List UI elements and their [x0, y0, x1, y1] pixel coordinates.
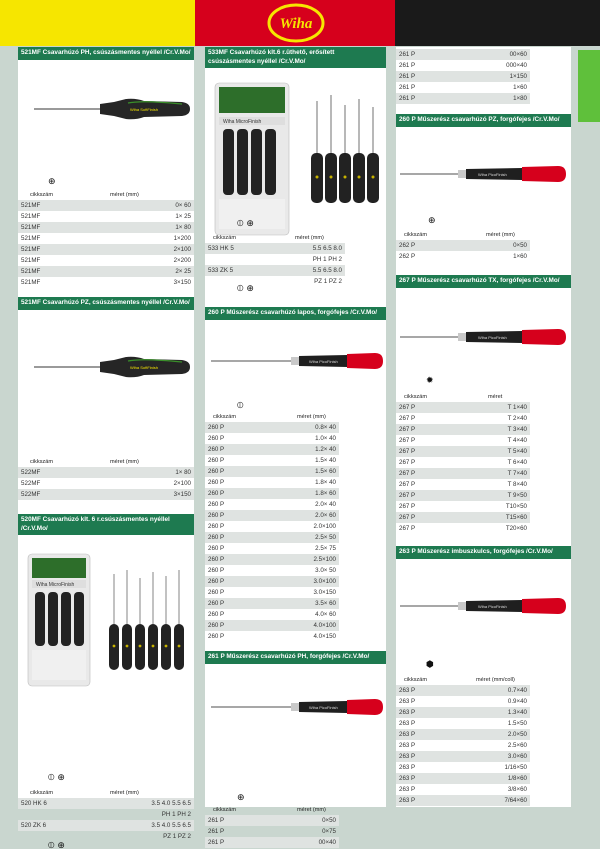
table-row	[205, 609, 339, 620]
product-code: 522MF	[21, 480, 41, 487]
product-code: 261 P	[205, 837, 270, 848]
product-code: 267 P	[396, 468, 456, 479]
product-code: 261 P	[399, 84, 416, 91]
product-size: 4.0×150	[313, 633, 336, 640]
product-size: 1×200	[173, 235, 191, 242]
product-size: T 6×40	[507, 459, 527, 466]
product-code: 261 P	[396, 93, 457, 104]
table-row	[396, 424, 530, 435]
product-size: 2.5×60	[507, 742, 527, 749]
product-size: 7/64×60	[455, 795, 530, 806]
product-size: 3.0×60	[455, 751, 530, 762]
phillips-icon: ⊕	[237, 793, 245, 803]
product-code: 263 P	[399, 764, 416, 771]
table-row	[18, 478, 194, 489]
table-row	[396, 512, 530, 523]
svg-text:Wiha MicroFinish: Wiha MicroFinish	[223, 119, 262, 125]
product-size: PH 1 PH 2	[312, 256, 342, 263]
table-row	[396, 71, 530, 82]
product-code: 260 P	[208, 479, 225, 486]
set-pack-image	[26, 550, 194, 690]
product-size: 2.0×100	[313, 523, 336, 530]
product-size: T15×60	[456, 512, 530, 523]
slotted-icon: ⦶	[237, 401, 244, 411]
table-row	[205, 499, 339, 510]
table-row	[396, 468, 530, 479]
table-row	[205, 620, 339, 631]
product-size: 3.0×150	[313, 589, 336, 596]
table-row	[205, 444, 339, 455]
product-size: 3×150	[173, 279, 191, 286]
table-521mf	[18, 200, 194, 288]
product-code: 263 P	[396, 751, 455, 762]
section-533mf-set: 533MF Csavarhúzó klt.6 r.üthető, erősített csúszásmentes nyéllel /Cr.V.Mo/ Wiha MicroFinish ⦶ ⊕ cikkszám méret (mm) 533 HK 5 5.5 6.5 8.0 PH 1 PH 2 533 ZK 5 5.5 6.5 8.0 PZ 1 PZ 2 ⦶ ⊕	[205, 47, 386, 68]
product-code: 260 P	[205, 554, 264, 565]
table-row	[396, 784, 530, 795]
table-row	[18, 277, 194, 288]
svg-text:Wiha SoftFinish: Wiha SoftFinish	[130, 107, 159, 112]
table-row	[396, 49, 530, 60]
product-code: 267 P	[399, 481, 416, 488]
product-code: 267 P	[399, 459, 416, 466]
product-size: 0.7×40	[455, 685, 530, 696]
table-row	[205, 276, 345, 287]
product-code: 260 P	[205, 510, 264, 521]
product-size: 2× 25	[109, 266, 194, 277]
product-code: 260 P	[205, 598, 264, 609]
product-size: 3.5 4.0 5.5 6.5	[90, 820, 194, 831]
table-263p	[396, 685, 530, 806]
precision-screwdriver-image	[209, 697, 385, 717]
table-row	[18, 211, 194, 222]
table-row	[205, 815, 339, 826]
table-row	[396, 435, 530, 446]
table-row	[396, 479, 530, 490]
svg-text:Wiha PicoFinish: Wiha PicoFinish	[478, 335, 507, 340]
product-size: 1.5×50	[507, 720, 527, 727]
hex-icon: ⬢	[426, 660, 434, 670]
table-520mf	[18, 798, 194, 842]
table-522mf	[18, 467, 194, 500]
table-row	[18, 233, 194, 244]
product-size: 3.5× 60	[264, 598, 339, 609]
product-code: 260 P	[205, 422, 264, 433]
section-title: 260 P Műszerész csavarhúzó lapos, forgófejes /Cr.V.Mo/	[205, 307, 386, 320]
product-code: 267 P	[396, 402, 456, 413]
product-size: 1×80	[457, 93, 530, 104]
table-row	[205, 433, 339, 444]
table-row	[18, 200, 194, 211]
svg-text:Wiha PicoFinish: Wiha PicoFinish	[309, 359, 338, 364]
table-261p-continued	[396, 49, 530, 104]
section-title: 267 P Műszerész csavarhúzó TX, forgófejes /Cr.V.Mo/	[396, 275, 571, 288]
table-row	[205, 521, 339, 532]
table-row	[18, 831, 194, 842]
product-code: 520 ZK 6	[18, 820, 90, 831]
wiha-logo	[267, 3, 325, 43]
product-size: 1.2× 40	[264, 444, 339, 455]
screwdriver-image	[32, 353, 192, 381]
table-261p	[205, 815, 339, 848]
product-code: 521MF	[18, 200, 109, 211]
table-row	[205, 543, 339, 554]
table-262p	[396, 240, 530, 262]
product-code: 267 P	[396, 424, 456, 435]
product-code: 260 P	[208, 523, 225, 530]
product-code: 260 P	[208, 567, 225, 574]
product-size: 2.0×50	[455, 729, 530, 740]
product-size: 2.5× 50	[264, 532, 339, 543]
torx-icon: ✹	[426, 376, 434, 386]
table-row	[205, 826, 339, 837]
product-code: 260 P	[208, 633, 225, 640]
svg-text:Wiha MicroFinish: Wiha MicroFinish	[36, 582, 75, 588]
product-size: 0.8× 40	[264, 422, 339, 433]
product-size: 1.3×40	[455, 707, 530, 718]
product-code: 260 P	[205, 444, 264, 455]
table-row	[396, 413, 530, 424]
table-row	[396, 696, 530, 707]
table-row	[18, 798, 194, 809]
product-code: 267 P	[399, 503, 416, 510]
table-row	[205, 587, 339, 598]
table-267p	[396, 402, 530, 534]
svg-text:Wiha: Wiha	[279, 16, 313, 32]
product-size: 0×50	[467, 240, 530, 251]
product-size: T10×50	[505, 503, 527, 510]
table-row	[205, 554, 339, 565]
product-code: 261 P	[208, 828, 225, 835]
product-code: 263 P	[396, 773, 455, 784]
product-code: 521MF	[21, 235, 41, 242]
table-row	[18, 255, 194, 266]
precision-screwdriver-image	[209, 351, 385, 371]
table-row	[205, 477, 339, 488]
product-code: 260 P	[205, 576, 264, 587]
product-code: 267 P	[399, 415, 416, 422]
product-size: T 3×40	[456, 424, 530, 435]
product-code: 260 P	[208, 435, 225, 442]
pozidriv-icon: ⊕	[428, 216, 436, 226]
table-row	[396, 251, 530, 262]
table-row	[18, 489, 194, 500]
product-size: T 4×40	[507, 437, 527, 444]
product-size: 5.5 6.5 8.0	[271, 265, 345, 276]
product-code: 520 HK 6	[18, 798, 90, 809]
section-267p: 267 P Műszerész csavarhúzó TX, forgófejes /Cr.V.Mo/ Wiha PicoFinish ✹ cikkszám méret 267 P T 1×40 267 P T 2×40 267 P T 3×40 267 P T 4×40 267 P T 5×40 267 P T 6×40 267 P T 7×40 267 P T 8×40 267 P T 9×50 267 P T10×50 267 P T15×60 267 P T20×60	[396, 275, 571, 288]
table-row	[396, 93, 530, 104]
precision-screwdriver-image	[398, 164, 570, 184]
section-title: 521MF Csavarhúzó PZ, csúszásmentes nyéllel /Cr.V.Mo/	[18, 297, 194, 310]
product-code: 522MF	[18, 489, 109, 500]
product-size: 2.5×100	[264, 554, 339, 565]
product-size: 3×150	[109, 489, 194, 500]
product-size: 2.5× 75	[315, 545, 336, 552]
table-row	[18, 809, 194, 820]
product-code: 267 P	[399, 437, 416, 444]
product-code: 260 P	[208, 501, 225, 508]
product-code: 260 P	[208, 545, 225, 552]
product-code: 263 P	[399, 720, 416, 727]
product-code: 260 P	[205, 620, 264, 631]
section-title: 261 P Műszerész csavarhúzó PH, forgófejes /Cr.V.Mo/	[205, 651, 386, 664]
product-code: 522MF	[18, 467, 109, 478]
section-title: 263 P Műszerész imbuszkulcs, forgófejes /Cr.V.Mo/	[396, 546, 571, 559]
screwdriver-image	[32, 95, 192, 123]
table-row	[396, 490, 530, 501]
svg-text:Wiha PicoFinish: Wiha PicoFinish	[478, 604, 507, 609]
section-title: 520MF Csavarhúzó klt. 6 r.csúszásmentes nyéllel /Cr.V.Mo/	[18, 514, 194, 535]
product-code: 260 P	[205, 466, 264, 477]
product-size: 1.5× 60	[264, 466, 339, 477]
section-tab	[578, 50, 600, 122]
product-size: T 7×40	[456, 468, 530, 479]
table-row	[18, 467, 194, 478]
precision-screwdriver-image	[398, 327, 570, 347]
table-row	[396, 773, 530, 784]
product-code: 260 P	[208, 611, 225, 618]
product-code: 260 P	[205, 532, 264, 543]
product-size: 4.0×100	[264, 620, 339, 631]
product-code: 533 HK 5	[205, 243, 271, 254]
table-row	[205, 576, 339, 587]
product-code: 263 P	[399, 698, 416, 705]
product-code: 261 P	[396, 71, 457, 82]
product-size: 1×60	[513, 84, 527, 91]
section-520mf-set: 520MF Csavarhúzó klt. 6 r.csúszásmentes nyéllel /Cr.V.Mo/ Wiha MicroFinish ⦶ ⊕ cikkszám méret (mm) 520 HK 6 3.5 4.0 5.5 6.5 PH 1 PH 2 520 ZK 6 3.5 4.0 5.5 6.5 PZ 1 PZ 2 ⦶ ⊕	[18, 514, 194, 535]
product-code: 521MF	[18, 266, 109, 277]
table-row	[205, 488, 339, 499]
product-code: 263 P	[396, 685, 455, 696]
table-row	[205, 510, 339, 521]
table-row	[396, 501, 530, 512]
product-code: 263 P	[399, 742, 416, 749]
precision-hex-key-image	[398, 596, 570, 616]
table-row	[396, 402, 530, 413]
slotted-phillips-icon: ⦶ ⊕	[237, 219, 254, 229]
product-size: 3/8×60	[507, 786, 527, 793]
section-262p: 260 P Műszerész csavarhúzó PZ, forgófejes /Cr.V.Mo/ Wiha PicoFinish ⊕ cikkszám méret (mm) 262 P 0×50 262 P 1×60	[396, 114, 571, 127]
product-size: 2×200	[173, 257, 191, 264]
product-size: 2.0× 60	[264, 510, 339, 521]
product-size: 0.9×40	[507, 698, 527, 705]
product-code: 262 P	[399, 253, 416, 260]
slotted-pozidriv-icon: ⦶ ⊕	[48, 841, 65, 849]
product-size: 0×50	[270, 815, 339, 826]
product-code: 521MF	[21, 257, 41, 264]
column-3	[396, 47, 571, 807]
product-size: 4.0× 60	[315, 611, 336, 618]
product-size: 1/16×50	[504, 764, 527, 771]
product-size: 1/8×60	[455, 773, 530, 784]
phillips-icon: ⊕	[48, 177, 56, 187]
column-1	[18, 47, 194, 849]
product-code: 262 P	[396, 240, 467, 251]
table-533mf	[205, 243, 345, 287]
product-code: 263 P	[396, 795, 455, 806]
table-row	[396, 729, 530, 740]
product-size: 5.5 6.5 8.0	[271, 243, 345, 254]
product-code: 263 P	[396, 707, 455, 718]
table-row	[205, 565, 339, 576]
product-size: PH 1 PH 2	[161, 811, 191, 818]
column-2	[205, 47, 386, 846]
product-code: 263 P	[399, 786, 416, 793]
product-size: 1×150	[457, 71, 530, 82]
table-row	[205, 243, 345, 254]
product-size: 00×60	[457, 49, 530, 60]
product-size: T 1×40	[456, 402, 530, 413]
product-size: 1.8× 40	[315, 479, 336, 486]
product-size: T 5×40	[456, 446, 530, 457]
product-size: 3.0× 50	[315, 567, 336, 574]
table-row	[396, 740, 530, 751]
table-row	[205, 254, 345, 265]
table-row	[396, 751, 530, 762]
product-size: 0× 60	[109, 200, 194, 211]
product-size: 1×60	[513, 253, 527, 260]
table-row	[396, 446, 530, 457]
table-row	[205, 466, 339, 477]
table-row	[205, 631, 339, 642]
product-size: 3.0×100	[264, 576, 339, 587]
product-code: 260 P	[205, 488, 264, 499]
product-size: 1× 80	[109, 222, 194, 233]
product-size: 2×100	[109, 244, 194, 255]
table-row	[396, 523, 530, 534]
table-row	[396, 60, 530, 71]
table-260p	[205, 422, 339, 642]
svg-text:Wiha PicoFinish: Wiha PicoFinish	[478, 172, 507, 177]
table-row	[18, 222, 194, 233]
product-size: T 2×40	[507, 415, 527, 422]
slotted-pozidriv-icon: ⦶ ⊕	[237, 284, 254, 294]
section-title: 533MF Csavarhúzó klt.6 r.üthető, erősített csúszásmentes nyéllel /Cr.V.Mo/	[205, 47, 386, 68]
top-band-yellow	[0, 0, 195, 46]
table-row	[205, 265, 345, 276]
product-size: 000×40	[506, 62, 527, 69]
table-row	[18, 244, 194, 255]
table-row	[396, 762, 530, 773]
product-code: 521MF	[21, 213, 41, 220]
table-row	[396, 718, 530, 729]
table-row	[205, 598, 339, 609]
product-size: T 8×40	[507, 481, 527, 488]
product-code: 267 P	[396, 512, 456, 523]
product-code: 261 P	[399, 62, 416, 69]
product-code: 267 P	[396, 490, 456, 501]
svg-text:Wiha PicoFinish: Wiha PicoFinish	[309, 705, 338, 710]
table-row	[396, 457, 530, 468]
product-code: 521MF	[18, 244, 109, 255]
table-row	[205, 455, 339, 466]
slotted-phillips-icon: ⦶ ⊕	[48, 773, 65, 783]
section-261p: 261 P Műszerész csavarhúzó PH, forgófejes /Cr.V.Mo/ Wiha PicoFinish ⊕ cikkszám méret (mm) 261 P 0×50 261 P 0×75 261 P 00×40	[205, 651, 386, 664]
section-522mf-pz: 521MF Csavarhúzó PZ, csúszásmentes nyéllel /Cr.V.Mo/ Wiha SoftFinish cikkszám méret (mm) 522MF 1× 80 522MF 2×100 522MF 3×150	[18, 297, 194, 310]
product-size: PZ 1 PZ 2	[163, 833, 191, 840]
product-code	[205, 254, 271, 265]
product-size: 1× 80	[109, 467, 194, 478]
table-row	[18, 266, 194, 277]
product-size: 2.0× 40	[315, 501, 336, 508]
product-code: 260 P	[208, 457, 225, 464]
product-size: 00×40	[270, 837, 339, 848]
table-row	[396, 795, 530, 806]
table-row	[205, 532, 339, 543]
table-row	[18, 820, 194, 831]
product-code	[18, 809, 90, 820]
product-size: T20×60	[505, 525, 527, 532]
table-row	[396, 82, 530, 93]
product-size: 1.5× 40	[315, 457, 336, 464]
product-code: 533 ZK 5	[205, 265, 271, 276]
product-code: 261 P	[396, 49, 457, 60]
product-code: 261 P	[205, 815, 270, 826]
product-code: 260 P	[208, 589, 225, 596]
product-size: 1.0× 40	[315, 435, 336, 442]
product-code: 267 P	[399, 525, 416, 532]
product-size: 1.8× 60	[264, 488, 339, 499]
product-size: 1× 25	[175, 213, 191, 220]
section-title: 521MF Csavarhúzó PH, csúszásmentes nyéllel /Cr.V.Mo/	[18, 47, 194, 60]
table-row	[205, 422, 339, 433]
table-row	[396, 707, 530, 718]
product-size: PZ 1 PZ 2	[314, 278, 342, 285]
top-band-black	[395, 0, 600, 46]
table-row	[396, 685, 530, 696]
svg-text:Wiha SoftFinish: Wiha SoftFinish	[130, 365, 159, 370]
product-size: 2×100	[173, 480, 191, 487]
product-code: 521MF	[21, 279, 41, 286]
product-size: 3.5 4.0 5.5 6.5	[90, 798, 194, 809]
table-row	[205, 837, 339, 848]
product-code: 263 P	[396, 729, 455, 740]
section-title: 260 P Műszerész csavarhúzó PZ, forgófejes /Cr.V.Mo/	[396, 114, 571, 127]
product-code: 521MF	[18, 222, 109, 233]
section-263p: 263 P Műszerész imbuszkulcs, forgófejes /Cr.V.Mo/ Wiha PicoFinish ⬢ cikkszám méret (mm/coll) 263 P 0.7×40 263 P 0.9×40 263 P 1.3×40 263 P 1.5×50 263 P 2.0×50 263 P 2.5×60 263 P 3.0×60 263 P 1/16×50 263 P 1/8×60 263 P 3/8×60 263 P 7/64×60	[396, 546, 571, 559]
section-260p: 260 P Műszerész csavarhúzó lapos, forgófejes /Cr.V.Mo/ Wiha PicoFinish ⦶ cikkszám méret (mm) 260 P 0.8× 40 260 P 1.0× 40 260 P 1.2× 40 260 P 1.5× 40 260 P 1.5× 60 260 P 1.8× 40 260 P 1.8× 60 260 P 2.0× 40 260 P 2.0× 60 260 P 2.0×100 260 P 2.5× 50 260 P 2.5× 75 260 P 2.5×100 260 P 3.0× 50 260 P 3.0×100 260 P 3.0×150 260 P 3.5× 60 260 P 4.0× 60 260 P 4.0×100 260 P 4.0×150	[205, 307, 386, 320]
product-size: 0×75	[322, 828, 336, 835]
table-row	[396, 240, 530, 251]
section-521mf-ph: 521MF Csavarhúzó PH, csúszásmentes nyéllel /Cr.V.Mo/ Wiha SoftFinish ⊕ cikkszám méret (mm) 521MF 0× 60 521MF 1× 25 521MF 1× 80 521MF 1×200 521MF 2×100 521MF 2×200 521MF 2× 25 521MF 3×150	[18, 47, 194, 60]
product-size: T 9×50	[456, 490, 530, 501]
product-code: 267 P	[396, 446, 456, 457]
